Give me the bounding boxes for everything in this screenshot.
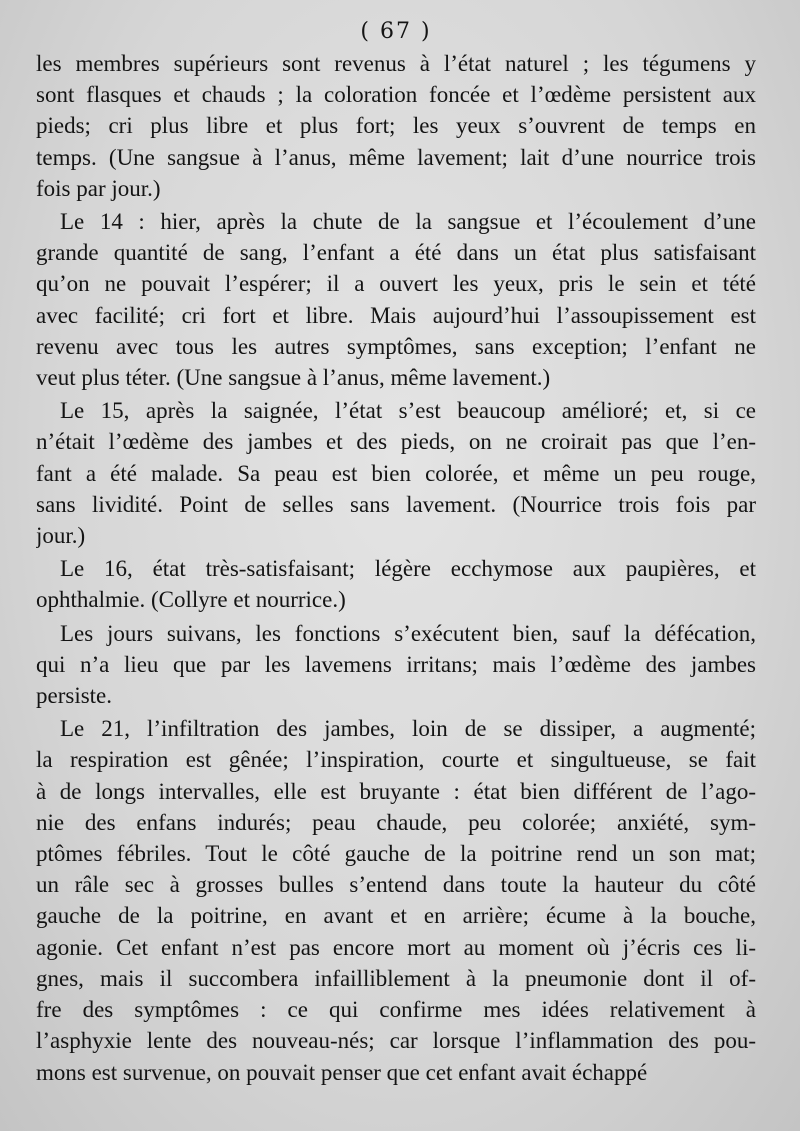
text-line: sont flasques et chauds ; la coloration foncée et l’œdème persistent aux	[36, 82, 756, 108]
text-line: veut plus téter. (Une sangsue à l’anus, même lavement.)	[36, 365, 551, 391]
text-line: n’était l’œdème des jambes et des pieds, on ne croirait pas que l’en-	[36, 429, 756, 455]
text-line: un râle sec à grosses bulles s’entend dans toute la hauteur du côté	[36, 872, 756, 898]
paragraph	[36, 713, 756, 1087]
text-line: les membres supérieurs sont revenus à l’état naturel ; les tégumens y	[36, 51, 756, 76]
text-line: pieds; cri plus libre et plus fort; les yeux s’ouvrent de temps en	[36, 113, 756, 139]
text-line: grande quantité de sang, l’enfant a été dans un état plus satisfaisant	[36, 240, 756, 266]
text-line: temps. (Une sangsue à l’anus, même lavement; lait d’une nourrice trois	[36, 144, 756, 170]
text-line: la respiration est gênée; l’inspiration, courte et singultueuse, se fait	[36, 747, 756, 773]
text-line: Les jours suivans, les fonctions s’exécutent bien, sauf la défécation,	[60, 620, 756, 646]
paragraph	[36, 553, 756, 615]
body-text	[36, 48, 756, 1088]
text-line: ptômes fébriles. Tout le côté gauche de la poitrine rend un son mat;	[36, 841, 756, 867]
text-line: fant a été malade. Sa peau est bien colorée, et même un peu rouge,	[36, 460, 756, 486]
text-line: persiste.	[36, 683, 113, 709]
text-line: fois par jour.)	[36, 175, 161, 201]
text-line: revenu avec tous les autres symptômes, sans exception; l’enfant ne	[36, 333, 756, 359]
text-line: Le 14 : hier, après la chute de la sangsue et l’écoulement d’une	[60, 209, 756, 235]
text-line: agonie. Cet enfant n’est pas encore mort au moment où j’écris ces li-	[36, 934, 756, 960]
paragraph	[36, 395, 756, 551]
text-line: qu’on ne pouvait l’espérer; il a ouvert les yeux, pris le sein et tété	[36, 271, 756, 297]
text-line: gnes, mais il succombera infailliblement à la pneumonie dont il of-	[36, 965, 756, 991]
text-line: ophthalmie. (Collyre et nourrice.)	[36, 587, 346, 613]
text-line: Le 15, après la saignée, l’état s’est beaucoup amélioré; et, si ce	[60, 398, 756, 424]
text-line: Le 21, l’infiltration des jambes, loin de se dissiper, a augmenté;	[60, 716, 756, 742]
page-number: ( 67 )	[360, 19, 432, 44]
text-line: qui n’a lieu que par les lavemens irritans; mais l’œdème des jambes	[36, 651, 756, 677]
text-line: nie des enfans indurés; peau chaude, peu colorée; anxiété, sym-	[36, 809, 756, 835]
text-line: gauche de la poitrine, en avant et en arrière; écume à la bouche,	[36, 903, 756, 929]
paragraph	[36, 618, 756, 712]
text-line: à de longs intervalles, elle est bruyante : état bien différent de l’ago-	[36, 778, 756, 804]
text-line: sans lividité. Point de selles sans lavement. (Nourrice trois fois par	[36, 491, 756, 517]
text-line: l’asphyxie lente des nouveau-nés; car lorsque l’inflammation des pou-	[36, 1028, 756, 1054]
text-line: mons est survenue, on pouvait penser que cet enfant avait échappé	[36, 1059, 648, 1085]
text-line: fre des symptômes : ce qui confirme mes idées relativement à	[36, 997, 756, 1023]
text-line: Le 16, état très-satisfaisant; légère ecchymose aux paupières, et	[60, 556, 756, 582]
text-line: avec facilité; cri fort et libre. Mais aujourd’hui l’assoupissement est	[36, 302, 756, 328]
text-line: jour.)	[36, 523, 86, 549]
paragraph	[36, 206, 756, 393]
paragraph	[36, 48, 756, 204]
